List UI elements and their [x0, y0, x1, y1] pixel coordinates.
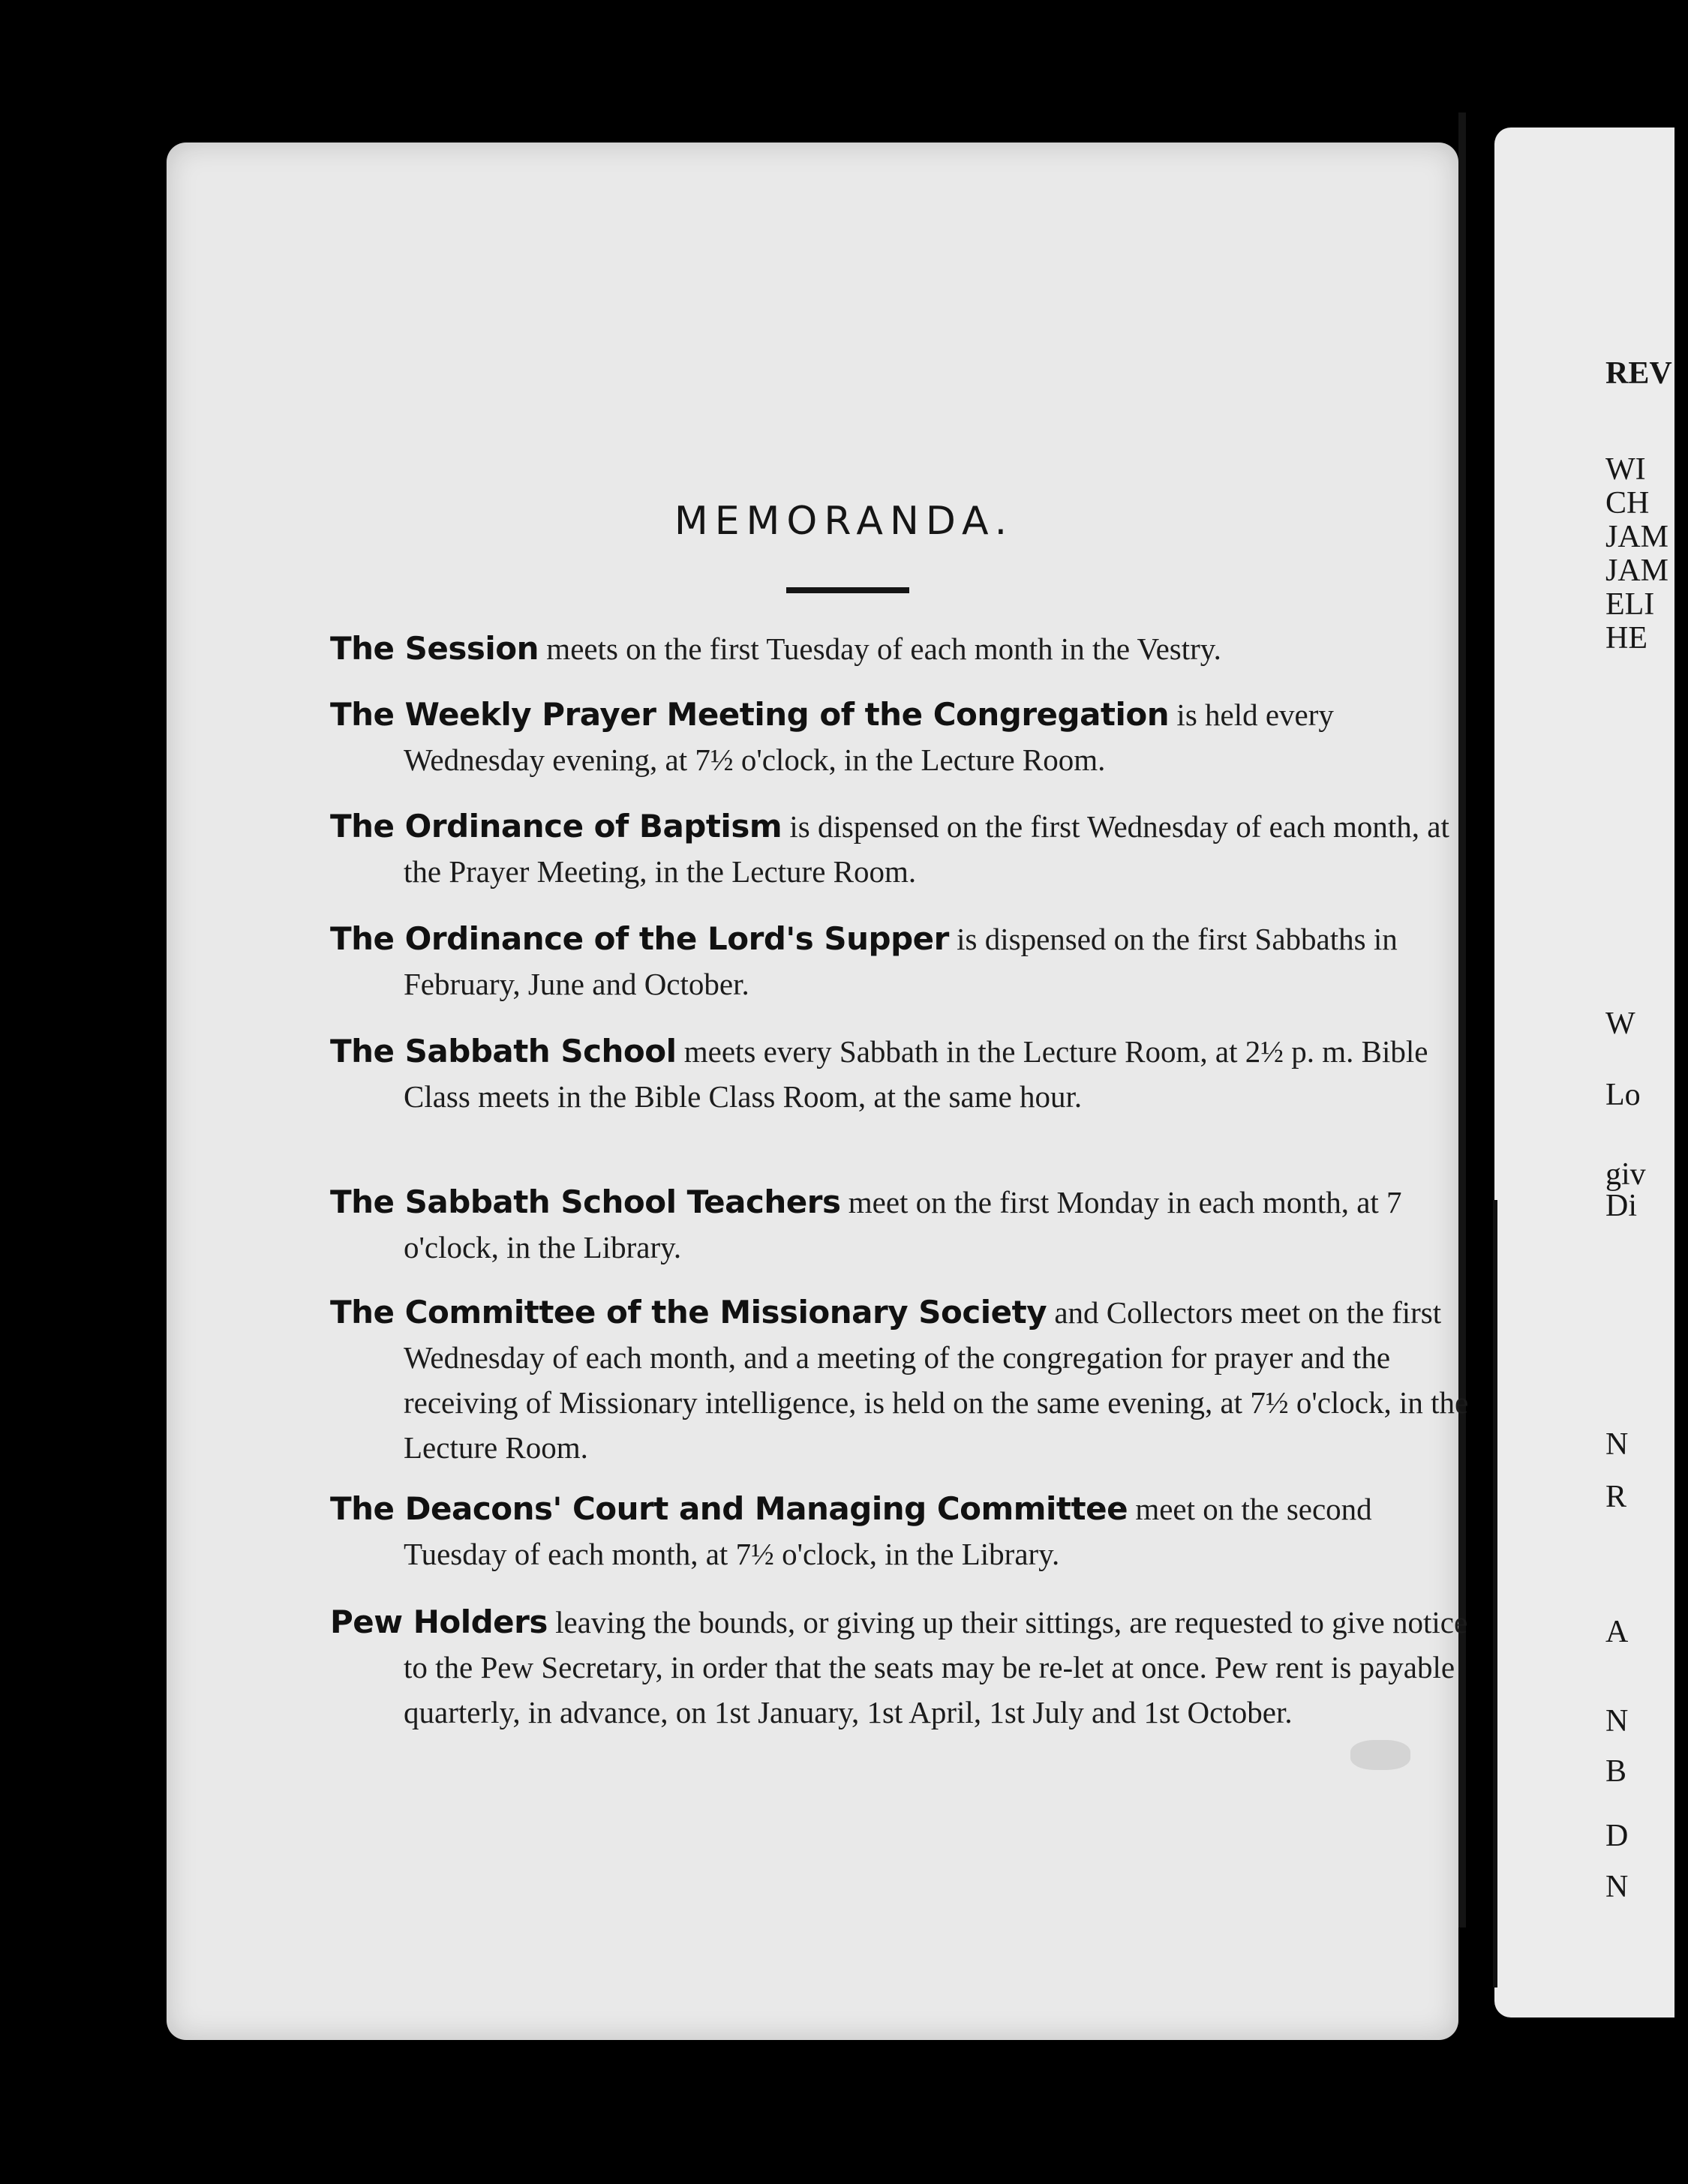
entry-text: is dispensed on the first Sabbaths in February, June and October. — [404, 922, 1398, 1001]
entry-heading: The Weekly Prayer Meeting of the Congregation — [330, 696, 1170, 733]
entry-heading: Pew Holders — [330, 1604, 548, 1640]
right-page-fragment: Lo — [1605, 1078, 1641, 1112]
right-page-fragment: W — [1605, 1006, 1635, 1041]
entry-text: meet on the second Tuesday of each month, at 7½ o'clock, in the Library. — [404, 1492, 1372, 1571]
right-page-edge — [1493, 1200, 1497, 1988]
entry-deacons-court — [330, 1486, 1469, 1576]
entry-session — [330, 626, 1469, 671]
right-page-fragment: HE — [1605, 621, 1647, 656]
right-page-fragment: REV — [1605, 356, 1672, 391]
entry-text: leaving the bounds, or giving up their sittings, are requested to give notice to the Pew Secretary, in order that the seats may be re-let at once. Pew rent is payable quarterly, in advance, on 1st January, 1st April, 1st July and 1st October. — [404, 1605, 1468, 1730]
right-page-fragment: JAM — [1605, 520, 1669, 554]
entry-text: meets every Sabbath in the Lecture Room, at 2½ p. m. Bible Class meets in the Bible Class Room, at the same hour. — [404, 1034, 1428, 1114]
entry-heading: The Ordinance of Baptism — [330, 808, 782, 844]
entry-pew-holders — [330, 1600, 1469, 1735]
entry-text: is held every Wednesday evening, at 7½ o'clock, in the Lecture Room. — [404, 698, 1334, 777]
entry-lords-supper — [330, 916, 1469, 1006]
entry-prayer-meeting — [330, 692, 1469, 782]
right-page-fragment: A — [1605, 1615, 1629, 1649]
entry-text: meets on the first Tuesday of each month in the Vestry. — [539, 632, 1221, 666]
entry-missionary-committee — [330, 1290, 1469, 1470]
entry-heading: The Sabbath School Teachers — [330, 1184, 841, 1220]
right-page-fragment: ELI — [1605, 587, 1655, 622]
entry-teachers — [330, 1180, 1469, 1270]
right-page-fragment: R — [1605, 1480, 1627, 1514]
right-page — [1494, 128, 1674, 2018]
entry-heading: The Deacons' Court and Managing Committee — [330, 1490, 1128, 1527]
entry-text: is dispensed on the first Wednesday of each month, at the Prayer Meeting, in the Lecture Room. — [404, 809, 1449, 889]
ink-blot — [1350, 1740, 1410, 1770]
entry-heading: The Ordinance of the Lord's Supper — [330, 920, 949, 957]
entry-heading: The Sabbath School — [330, 1033, 677, 1070]
right-page-fragment: N — [1605, 1704, 1629, 1738]
entry-text: meet on the first Monday in each month, at 7 o'clock, in the Library. — [404, 1185, 1402, 1264]
right-page-fragment: WI — [1605, 452, 1646, 487]
right-page-fragment: CH — [1605, 486, 1650, 520]
right-page-fragment: N — [1605, 1870, 1629, 1904]
page-title: MEMORANDA. — [674, 499, 1014, 544]
entry-sabbath-school — [330, 1029, 1469, 1119]
entry-heading: The Committee of the Missionary Society — [330, 1294, 1047, 1330]
entry-heading: The Session — [330, 630, 539, 667]
right-page-fragment: giv — [1605, 1157, 1646, 1192]
entry-text: and Collectors meet on the first Wednesday of each month, and a meeting of the congregation for prayer and the receiving of Missionary intelligence, is held on the same evening, at 7½ o'clock, in the Lecture Room. — [404, 1295, 1469, 1465]
entry-baptism — [330, 804, 1469, 894]
title-rule — [786, 587, 909, 593]
right-page-fragment: Di — [1605, 1189, 1637, 1223]
right-page-fragment: JAM — [1605, 554, 1669, 588]
right-page-fragment: D — [1605, 1819, 1629, 1853]
right-page-fragment: N — [1605, 1427, 1629, 1462]
right-page-fragment: B — [1605, 1754, 1627, 1789]
